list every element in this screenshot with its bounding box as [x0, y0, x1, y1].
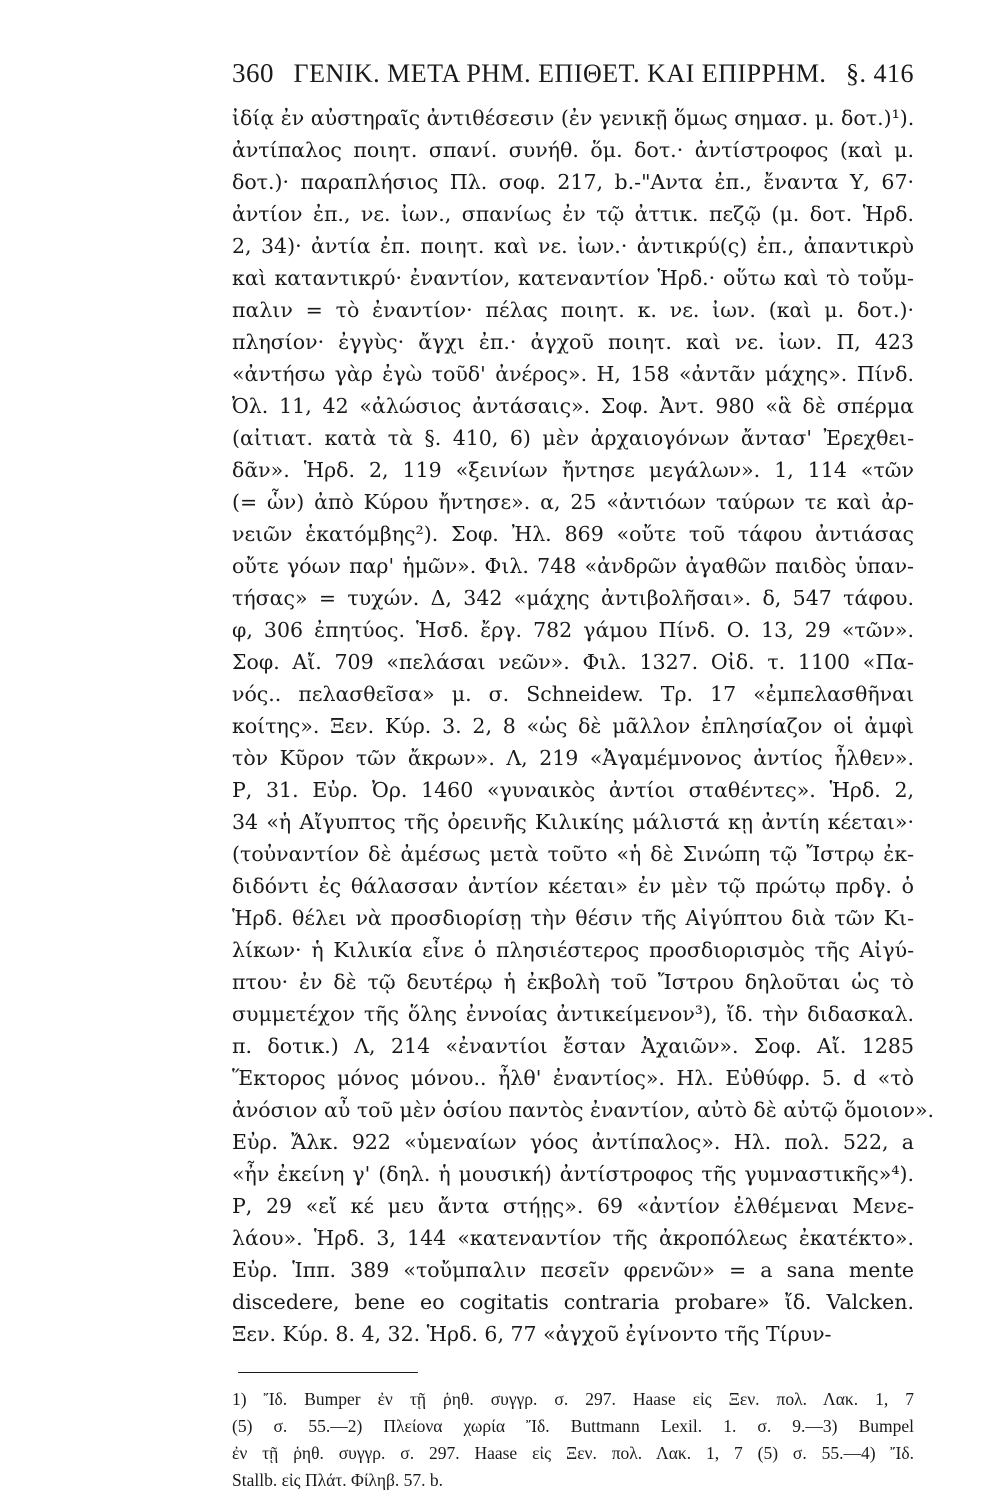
text-line: τὸν Κῦρον τῶν ἄκρων». Λ, 219 «Ἀγαμέμνονος ἀντίος ἦλθεν». [232, 746, 914, 770]
text-line: ἀνόσιον αὖ τοῦ μὲν ὁσίου παντὸς ἐναντίον, αὐτὸ δὲ αὐτῷ ὅμοιον». [232, 1098, 935, 1122]
text-line: οὔτε γόων παρ' ἡμῶν». Φιλ. 748 «ἀνδρῶν ἀγαθῶν παιδὸς ὑπαν- [232, 554, 914, 578]
text-line: Ξεν. Κύρ. 8. 4, 32. Ἡρδ. 6, 77 «ἀγχοῦ ἐγίνοντο τῆς Τίρυν- [232, 1322, 832, 1346]
text-line: (τοὐναντίον δὲ ἀμέσως μετὰ τοῦτο «ἡ δὲ Σινώπη τῷ Ἴστρῳ ἐκ- [232, 842, 914, 866]
running-header [232, 58, 914, 89]
text-line: Εὐρ. Ἱππ. 389 «τοὔμπαλιν πεσεῖν φρενῶν» = a sana mente [232, 1258, 914, 1282]
footnotes [232, 1386, 914, 1494]
text-line: καὶ καταντικρύ· ἐναντίον, κατεναντίον Ἡρδ.· οὕτω καὶ τὸ τοὔμ- [232, 266, 914, 290]
text-line: Σοφ. Αἴ. 709 «πελάσαι νεῶν». Φιλ. 1327. Οἰδ. τ. 1100 «Πα- [232, 650, 914, 674]
text-line: ἀντίπαλος ποιητ. σπανί. συνήθ. ὅμ. δοτ.· ἀντίστροφος (καὶ μ. [232, 138, 914, 162]
text-line: Ὀλ. 11, 42 «ἀλώσιος ἀντάσαις». Σοφ. Ἀντ. 980 «ἃ δὲ σπέρμα [232, 394, 914, 418]
page-number: 360 [232, 58, 274, 88]
running-head-title: ΓΕΝΙΚ. ΜΕΤΑ ΡΗΜ. ΕΠΙΘΕΤ. ΚΑΙ ΕΠΙΡΡΗΜ. [293, 59, 827, 88]
text-line: (αἰτιατ. κατὰ τὰ §. 410, 6) μὲν ἀρχαιογόνων ἄντασ' Ἐρεχθει- [232, 426, 914, 450]
text-line: (= ὧν) ἀπὸ Κύρου ἤντησε». α, 25 «ἀντιόων ταύρων τε καὶ ἀρ- [232, 490, 914, 514]
text-line: δοτ.)· παραπλήσιος Πλ. σοφ. 217, b.-"Αντα ἐπ., ἔναντα Υ, 67· [232, 170, 914, 194]
text-line: πλησίον· ἐγγὺς· ἄγχι ἐπ.· ἀγχοῦ ποιητ. καὶ νε. ἰων. Π, 423 [232, 330, 914, 354]
text-line: «ἦν ἐκείνη γ' (δηλ. ἡ μουσική) ἀντίστροφος τῆς γυμναστικῆς»⁴). [232, 1162, 914, 1186]
text-line: Ρ, 31. Εὐρ. Ὀρ. 1460 «γυναικὸς ἀντίοι σταθέντες». Ἡρδ. 2, [232, 778, 914, 802]
text-line: λάου». Ἡρδ. 3, 144 «κατεναντίον τῆς ἀκροπόλεως ἐκατέκτο». [232, 1226, 914, 1250]
main-text [232, 102, 935, 1350]
text-line: «ἀντήσω γὰρ ἐγὼ τοῦδ' ἀνέρος». Η, 158 «ἀντᾶν μάχης». Πίνδ. [232, 362, 914, 386]
text-line: φ, 306 ἐπητύος. Ἡσδ. ἔργ. 782 γάμου Πίνδ. Ο. 13, 29 «τῶν». [232, 618, 914, 642]
text-line: διδόντι ἐς θάλασσαν ἀντίον κέεται» ἐν μὲν τῷ πρώτῳ πρδγ. ὁ [232, 874, 914, 898]
text-line: παλιν = τὸ ἐναντίον· πέλας ποιητ. κ. νε. ἰων. (καὶ μ. δοτ.)· [232, 298, 914, 322]
text-line: Εὐρ. Ἄλκ. 922 «ὑμεναίων γόος ἀντίπαλος». Ηλ. πολ. 522, a [232, 1130, 914, 1154]
text-line: νός.. πελασθεῖσα» μ. σ. Schneidew. Τρ. 17 «ἐμπελασθῆναι [232, 682, 914, 706]
text-line: discedere, bene eo cogitatis contraria probare» ἴδ. Valcken. [232, 1290, 914, 1314]
text-line: δᾶν». Ἡρδ. 2, 119 «ξεινίων ἤντησε μεγάλων». 1, 114 «τῶν [232, 458, 914, 482]
text-line: 2, 34)· ἀντία ἐπ. ποιητ. καὶ νε. ἰων.· ἀντικρύ(ς) ἐπ., ἀπαντικρὺ [232, 234, 914, 258]
text-line: ἀντίον ἐπ., νε. ἰων., σπανίως ἐν τῷ ἀττικ. πεζῷ (μ. δοτ. Ἡρδ. [232, 202, 914, 226]
text-line: λίκων· ἡ Κιλικία εἶνε ὁ πλησιέστερος προσδιορισμὸς τῆς Αἰγύ- [232, 938, 914, 962]
text-line: π. δοτικ.) Λ, 214 «ἐναντίοι ἔσταν Ἀχαιῶν». Σοφ. Αἴ. 1285 [232, 1034, 914, 1058]
section-mark: §. 416 [845, 59, 914, 88]
footnote-line: (5) σ. 55.—2) Πλείονα χωρία Ἴδ. Buttmann Lexil. 1. σ. 9.—3) Bumpel [232, 1416, 914, 1436]
footnote-line: ἐν τῇ ῥηθ. συγγρ. σ. 297. Haase εἰς Ξεν. πολ. Λακ. 1, 7 (5) σ. 55.—4) Ἴδ. [232, 1443, 914, 1463]
text-line: ἰδίᾳ ἐν αὐστηραῖς ἀντιθέσεσιν (ἐν γενικῇ ὅμως σημασ. μ. δοτ.)¹). [232, 106, 915, 130]
text-line: 34 «ἡ Αἴγυπτος τῆς ὀρεινῆς Κιλικίης μάλιστά κῃ ἀντίη κέεται»· [232, 810, 914, 834]
footnote-line: 1) Ἴδ. Bumper ἐν τῇ ῥηθ. συγγρ. σ. 297. Haase εἰς Ξεν. πολ. Λακ. 1, 7 [232, 1389, 914, 1409]
text-line: συμμετέχον τῆς ὅλης ἐννοίας ἀντικείμενον³), ἴδ. τὴν διδασκαλ. [232, 1002, 914, 1026]
footnote-line: Stallb. εἰς Πλάτ. Φίληβ. 57. b. [232, 1470, 444, 1490]
text-line: Ρ, 29 «εἴ κέ μευ ἄντα στήῃς». 69 «ἀντίον ἐλθέμεναι Μενε- [232, 1194, 914, 1218]
text-line: πτου· ἐν δὲ τῷ δευτέρῳ ἡ ἐκβολὴ τοῦ Ἴστρου δηλοῦται ὡς τὸ [232, 970, 914, 994]
text-line: τήσας» = τυχών. Δ, 342 «μάχης ἀντιβολῆσαι». δ, 547 τάφου. [232, 586, 914, 610]
text-line: Ἡρδ. θέλει νὰ προσδιορίσῃ τὴν θέσιν τῆς Αἰγύπτου διὰ τῶν Κι- [232, 906, 914, 930]
text-line: Ἕκτορος μόνος μόνου.. ἦλθ' ἐναντίος». Ηλ. Εὐθύφρ. 5. d «τὸ [232, 1066, 914, 1090]
text-line: κοίτης». Ξεν. Κύρ. 3. 2, 8 «ὡς δὲ μᾶλλον ἐπλησίαζον οἱ ἀμφὶ [232, 714, 914, 738]
footnote-separator [238, 1372, 418, 1373]
text-line: νειῶν ἑκατόμβης²). Σοφ. Ἠλ. 869 «οὔτε τοῦ τάφου ἀντιάσας [232, 522, 914, 546]
